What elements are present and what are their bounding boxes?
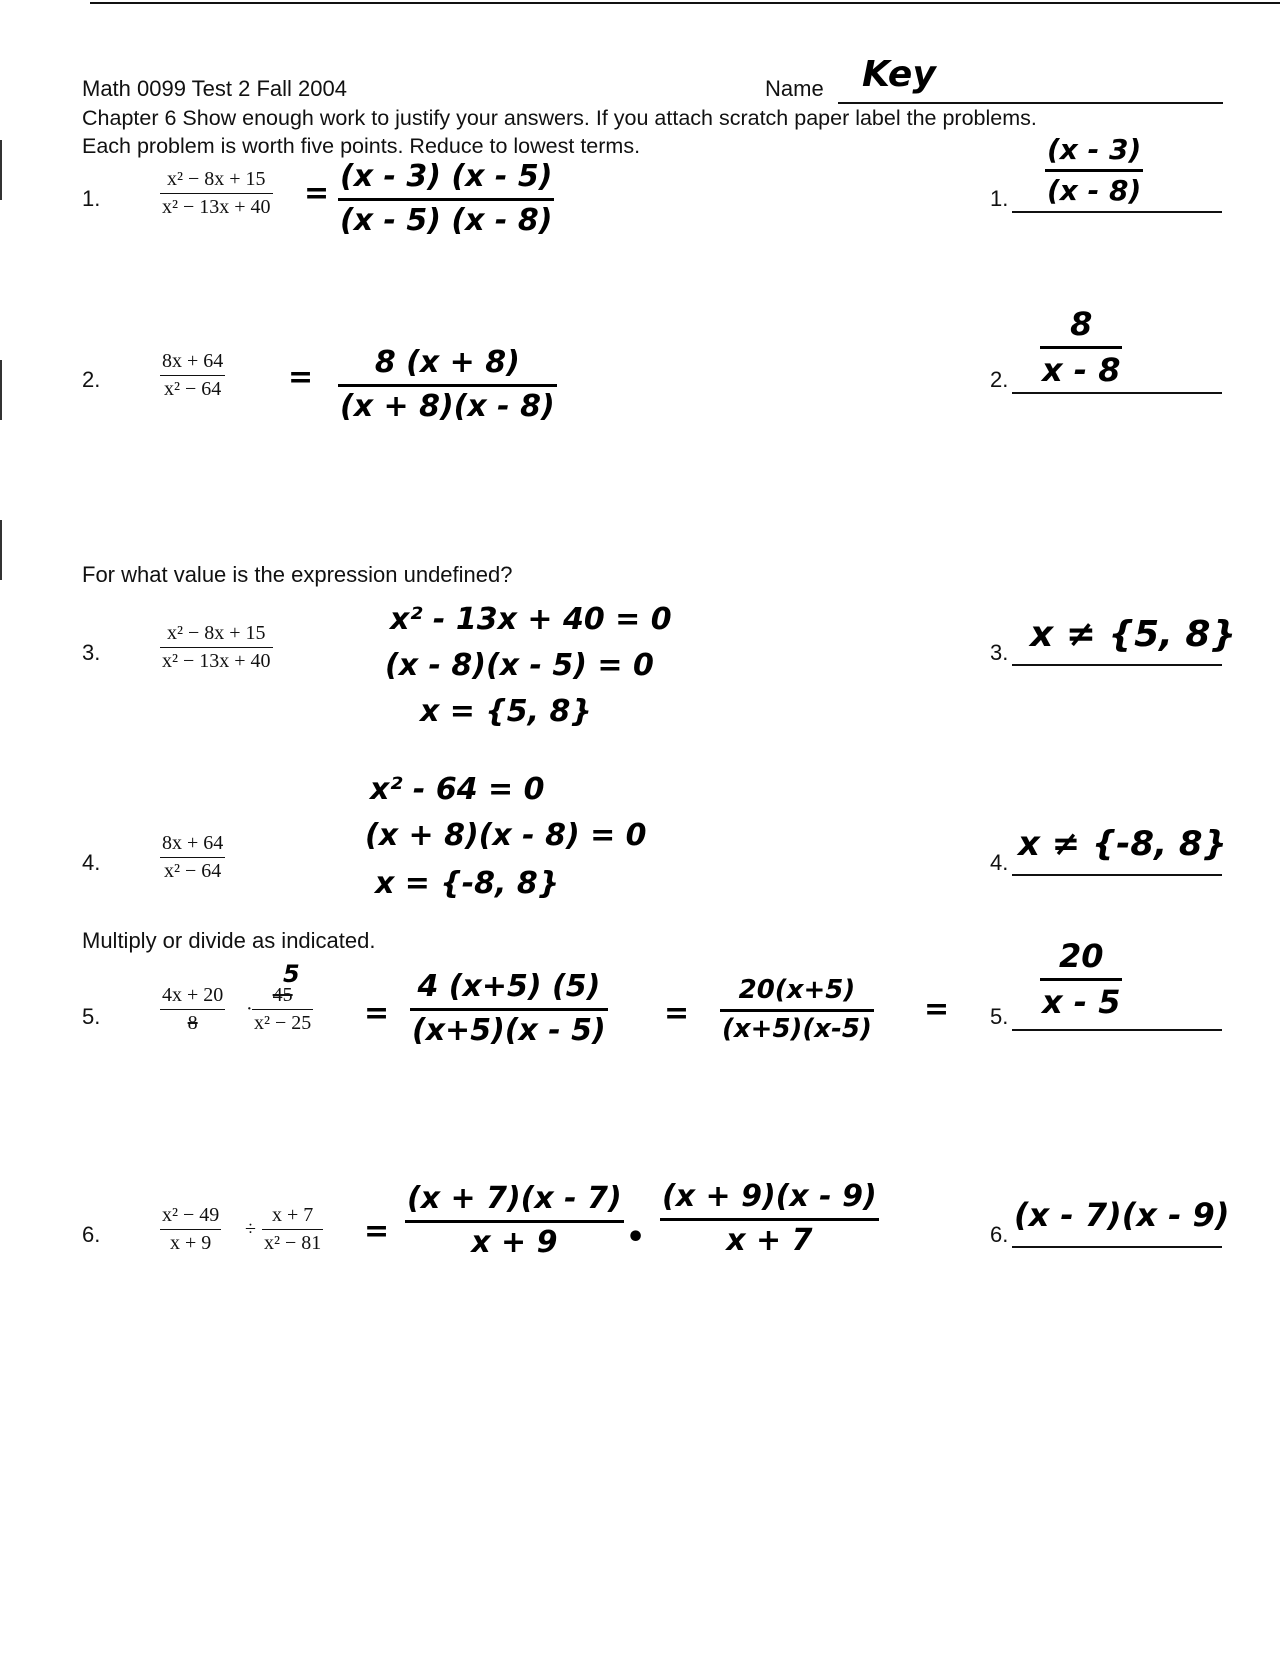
section-prompt-undefined: For what value is the expression undefined?	[82, 562, 513, 587]
problem-expression	[160, 350, 225, 401]
scan-mark	[0, 360, 2, 420]
instructions-line-1: Chapter 6 Show enough work to justify your answers. If you attach scratch paper label the problems.	[82, 106, 1037, 130]
name-value: Key	[862, 54, 936, 95]
name-underline	[838, 102, 1223, 104]
fraction-bar	[720, 1009, 874, 1012]
fraction-bar	[160, 1009, 225, 1010]
problem-expression-factor-1	[160, 1204, 221, 1255]
work-numerator: 4 (x+5) (5)	[417, 969, 601, 1004]
answer-numerator: 8	[1070, 305, 1093, 343]
expression-numerator: 8x + 64	[162, 832, 224, 854]
work-numerator: 20(x+5)	[738, 975, 856, 1005]
work-fraction	[410, 970, 608, 1048]
answer-label: 1.	[990, 186, 1009, 211]
expression-numerator: x² − 49	[162, 1204, 220, 1226]
expression-denominator: x² − 25	[254, 1012, 312, 1034]
answer-label: 3.	[990, 640, 1009, 665]
equals-sign: =	[304, 176, 330, 211]
divide-sign: ÷	[245, 1218, 256, 1240]
work-denominator: (x + 8)(x - 8)	[340, 388, 555, 424]
fraction-bar	[1040, 346, 1122, 349]
work-fraction	[660, 1180, 879, 1258]
fraction-bar	[1045, 169, 1143, 172]
multiply-dot: •	[626, 1220, 646, 1255]
work-numerator: (x + 7)(x - 7)	[407, 1181, 622, 1216]
answer-denominator: (x - 8)	[1047, 174, 1142, 208]
test-title: Math 0099 Test 2 Fall 2004	[82, 76, 347, 101]
expression-denominator: x² − 64	[164, 860, 222, 882]
section-prompt-multiply: Multiply or divide as indicated.	[82, 928, 376, 953]
work-fraction	[338, 160, 554, 238]
work-line: (x + 8)(x - 8) = 0	[365, 818, 647, 853]
problem-expression	[160, 168, 273, 219]
answer-blank	[1012, 392, 1222, 394]
expression-denominator: x² − 81	[264, 1232, 322, 1254]
fraction-bar	[160, 857, 225, 858]
equals-sign: =	[364, 996, 390, 1031]
work-line: x² - 13x + 40 = 0	[390, 602, 672, 637]
fraction-bar	[410, 1008, 608, 1011]
work-numerator: (x + 9)(x - 9)	[662, 1179, 877, 1214]
work-line: x² - 64 = 0	[370, 772, 545, 807]
problem-number: 3.	[82, 640, 101, 665]
answer-blank	[1012, 211, 1222, 213]
answer-denominator: x - 5	[1042, 982, 1121, 1021]
answer-blank	[1012, 1029, 1222, 1031]
expression-denominator: 8	[187, 1012, 198, 1034]
answer-blank	[1012, 874, 1222, 876]
problem-number: 4.	[82, 850, 101, 875]
problem-number: 2.	[82, 367, 101, 392]
expression-denominator: x² − 64	[164, 378, 222, 400]
problem-expression	[160, 832, 225, 883]
expression-numerator: x² − 8x + 15	[167, 168, 266, 190]
multiply-dot: ·	[246, 998, 253, 1020]
expression-numerator: x + 7	[272, 1204, 314, 1226]
fraction-bar	[1040, 978, 1122, 981]
work-numerator: (x - 3) (x - 5)	[340, 159, 553, 194]
work-denominator: x + 7	[726, 1222, 813, 1258]
answer-value: x ≠ {5, 8}	[1030, 614, 1237, 655]
work-denominator: (x - 5) (x - 8)	[340, 202, 553, 238]
problem-number: 6.	[82, 1222, 101, 1247]
fraction-bar	[160, 193, 273, 194]
answer-fraction	[1045, 134, 1143, 207]
answer-label: 4.	[990, 850, 1009, 875]
expression-numerator: 8x + 64	[162, 350, 224, 372]
equals-sign: =	[664, 996, 690, 1031]
problem-number: 5.	[82, 1004, 101, 1029]
problem-number: 1.	[82, 186, 101, 211]
answer-blank	[1012, 1246, 1222, 1248]
equals-sign: =	[364, 1214, 390, 1249]
cancel-note: 5	[283, 960, 300, 988]
work-fraction	[405, 1182, 624, 1260]
fraction-bar	[252, 1009, 313, 1010]
work-numerator: 8 (x + 8)	[374, 345, 520, 380]
answer-label: 6.	[990, 1222, 1009, 1247]
work-line: x = {5, 8}	[420, 694, 592, 729]
expression-numerator: 4x + 20	[162, 984, 224, 1006]
expression-denominator: x² − 13x + 40	[162, 650, 271, 672]
answer-numerator: 20	[1058, 937, 1104, 975]
expression-numerator: x² − 8x + 15	[167, 622, 266, 644]
expression-denominator: x² − 13x + 40	[162, 196, 271, 218]
answer-fraction	[1040, 938, 1122, 1021]
work-fraction	[338, 346, 557, 424]
scan-mark	[0, 140, 2, 200]
answer-fraction	[1040, 306, 1122, 389]
fraction-bar	[405, 1220, 624, 1223]
answer-label: 5.	[990, 1004, 1009, 1029]
work-denominator: (x+5)(x - 5)	[412, 1012, 606, 1048]
fraction-bar	[338, 384, 557, 387]
work-line: (x - 8)(x - 5) = 0	[385, 648, 654, 683]
expression-denominator: x + 9	[170, 1232, 212, 1254]
work-denominator: x + 9	[471, 1224, 558, 1260]
fraction-bar	[160, 647, 273, 648]
answer-label: 2.	[990, 367, 1009, 392]
fraction-bar	[338, 198, 554, 201]
equals-sign: =	[924, 992, 950, 1027]
fraction-bar	[262, 1229, 323, 1230]
problem-expression-factor-2	[252, 984, 313, 1035]
answer-numerator: (x - 3)	[1047, 133, 1142, 166]
problem-expression	[160, 622, 273, 673]
answer-denominator: x - 8	[1042, 350, 1121, 389]
equals-sign: =	[288, 360, 314, 395]
instructions-line-2: Each problem is worth five points. Reduce to lowest terms.	[82, 134, 641, 158]
problem-expression-factor-2	[262, 1204, 323, 1255]
answer-value: (x - 7)(x - 9)	[1014, 1196, 1230, 1234]
fraction-bar	[160, 1229, 221, 1230]
work-denominator: (x+5)(x-5)	[722, 1013, 872, 1044]
answer-blank	[1012, 664, 1222, 666]
fraction-bar	[160, 375, 225, 376]
work-fraction	[720, 976, 874, 1045]
fraction-bar	[660, 1218, 879, 1221]
work-line: x = {-8, 8}	[375, 866, 560, 901]
problem-expression-factor-1	[160, 984, 225, 1035]
answer-value: x ≠ {-8, 8}	[1018, 824, 1227, 864]
name-label: Name	[765, 76, 824, 101]
scan-mark	[0, 520, 2, 580]
expression-numerator: 45	[272, 984, 293, 1006]
top-rule	[90, 2, 1280, 4]
